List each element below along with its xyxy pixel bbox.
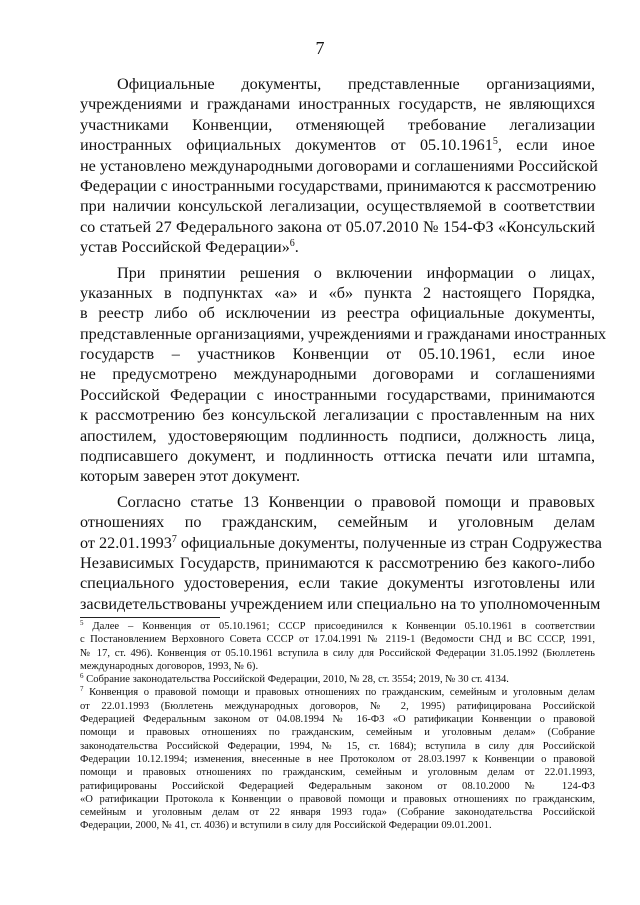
line-text: международных договоров, 1993, № 6). <box>80 660 259 672</box>
footnote-line <box>80 740 595 753</box>
text-line <box>80 115 595 135</box>
line-text: представленные организациями, учреждениями и гражданами иностранных <box>80 324 607 343</box>
line-text: официальные документы, полученные из стран Содружества <box>176 533 602 552</box>
footnote-line <box>80 806 595 819</box>
footnote-reference: 5 <box>492 136 498 148</box>
line-text: Федерации с иностранными государствами, принимаются к рассмотрению <box>80 176 597 195</box>
text-line <box>80 594 601 614</box>
text-line <box>80 553 595 573</box>
line-text: помощи и правовых отношениях по гражданским, семейным и уголовным делам от 22.01.1993, <box>80 767 595 779</box>
text-line <box>80 426 595 446</box>
line-text: со статьей 27 Федерального закона от 05.07.2010 № 154-ФЗ «Консульский <box>80 217 595 236</box>
line-text: Федерации, 2000, № 41, ст. 4036) и вступили в силу для Российской Федерации 09.01.2001. <box>80 820 492 832</box>
line-text: учреждениями и гражданами иностранных государств, не являющихся <box>80 95 595 114</box>
text-line <box>80 446 595 466</box>
line-text: государств – участников Конвенции от 05.10.1961, если иное <box>80 345 595 364</box>
footnote-marker: 6 <box>80 672 84 681</box>
footnote-line <box>80 753 595 766</box>
line-text: законодательства Российской Федерации, 1994, № 15, ст. 1684); вступила в силу для Российской <box>80 740 595 752</box>
footnote-text: Далее – Конвенция от 05.10.1961; СССР присоединился к Конвенции 05.10.1961 в соответствии <box>83 621 595 632</box>
text-line <box>80 405 595 425</box>
line-text: засвидетельствованы учреждением или специально на то уполномоченным <box>80 594 601 613</box>
footnote-line <box>80 726 595 739</box>
footnote-line <box>80 686 595 699</box>
text-line <box>80 492 595 512</box>
line-text: Официальные документы, представленные организациями, <box>117 75 595 93</box>
text-line <box>80 263 595 283</box>
line-text: устав Российской Федерации» <box>80 238 290 257</box>
text-line <box>80 303 595 323</box>
text-line <box>80 135 595 155</box>
footnote-marker: 7 <box>80 685 84 694</box>
line-text: При принятии решения о включении информации о лицах, <box>117 263 595 282</box>
text-line <box>80 533 602 553</box>
line-text: которым заверен этот документ. <box>80 467 301 486</box>
line-text: иностранных официальных документов от 05.10.1961 <box>80 136 493 155</box>
page-number: 7 <box>315 38 325 58</box>
footnote-line <box>80 766 595 779</box>
footnote-line <box>80 819 595 832</box>
footnote-line <box>80 620 595 633</box>
paragraph <box>80 74 598 258</box>
line-text: апостилем, удостоверяющим подлинность подписи, должность лица, <box>80 426 595 445</box>
line-text: с Постановлением Верховного Совета СССР от 17.04.1991 № 2119-1 (Ведомости СНД и ВС СССР, 1991, <box>80 634 595 646</box>
footnote-text: Конвенция о правовой помощи и правовых отношениях по гражданским, семейным и уголовным делам <box>83 687 595 699</box>
text-line <box>80 283 595 303</box>
footnote-line <box>80 660 595 673</box>
footnote-marker: 5 <box>80 619 84 627</box>
line-text: подписавшего документ, и подлинность оттиска печати или штампа, <box>80 447 595 466</box>
line-text: участниками Конвенции, отменяющей требование легализации <box>80 115 595 134</box>
footnote-text: Собрание законодательства Российской Федерации, 2010, № 28, ст. 3554; 2019, № 30 ст. 4134. <box>83 674 509 686</box>
line-text: специального удостоверения, если такие документы изготовлены или <box>80 574 595 593</box>
text-line <box>80 324 607 344</box>
line-text: Федерации 10.12.1994; изменения, внесенные в нее Протоколом от 28.03.1997 к Конвенции о правовой <box>80 753 595 765</box>
text-line <box>80 364 595 384</box>
line-text: № 17, ст. 496). Конвенция от 05.10.1961 вступила в силу для Российской Федерации 31.05.1992 (Бюллетень <box>80 647 595 659</box>
text-line <box>80 217 595 237</box>
line-text: Федерацией Федеральным законом от 04.08.1994 № 16-ФЗ «О ратификации Конвенции о правовой <box>80 714 595 726</box>
text-line <box>80 385 595 405</box>
paragraph <box>80 263 607 487</box>
line-text: отношениях по гражданским, семейным и уголовным делам <box>80 513 595 532</box>
footnote-line <box>80 780 595 793</box>
line-text: не предусмотрено международными договорами и соглашениями <box>80 365 595 384</box>
line-text: . <box>294 238 299 257</box>
line-text: , если иное <box>497 136 595 155</box>
footnote-line <box>80 793 595 806</box>
line-text: к рассмотрению без консульской легализации с проставленным на них <box>80 406 595 425</box>
line-text: от 22.01.1993 <box>80 533 172 552</box>
text-line <box>80 94 595 114</box>
line-text: ратифицированы Российской Федерацией Федеральным законом от 08.10.2000 № 124-ФЗ <box>80 780 595 792</box>
text-line <box>80 237 595 257</box>
line-text: Согласно статье 13 Конвенции о правовой помощи и правовых <box>117 492 595 511</box>
line-text: «О ратификации Протокола к Конвенции о правовой помощи и правовых отношениях по гражданским, <box>80 793 595 805</box>
text-line <box>80 344 595 364</box>
line-text: от 22.01.1993 (Бюллетень международных договоров, № 2, 1995) ратифицирована Российской <box>80 700 595 712</box>
line-text: Независимых Государств, принимаются к рассмотрению без какого-либо <box>80 553 595 572</box>
footnote-separator <box>80 617 220 618</box>
text-line <box>80 512 595 532</box>
body-text <box>80 74 607 614</box>
line-text: указанных в подпунктах «а» и «б» пункта 2 настоящего Порядка, <box>80 283 595 302</box>
text-line <box>80 573 595 593</box>
footnotes <box>80 620 595 833</box>
footnote-line <box>80 713 595 726</box>
line-text: Российской Федерации с иностранными государствами, принимаются <box>80 385 595 404</box>
line-text: при наличии консульской легализации, осуществляемой в соответствии <box>80 197 595 216</box>
footnote-line <box>80 647 595 660</box>
text-line <box>80 466 595 486</box>
line-text: помощи и правовых отношениях по гражданским, семейным и уголовным делам» (Собрание <box>80 727 595 739</box>
footnote-line <box>80 700 595 713</box>
text-line <box>80 196 595 216</box>
line-text: в реестр либо об исключении из реестра официальные документы, <box>80 304 595 323</box>
footnote-reference: 6 <box>289 238 295 250</box>
text-line <box>80 74 595 94</box>
footnote-reference: 7 <box>171 533 177 545</box>
text-line <box>80 156 598 176</box>
paragraph <box>80 492 602 614</box>
footnote-line <box>80 633 595 646</box>
line-text: не установлено международными договорами и соглашениями Российской <box>80 156 598 175</box>
text-line <box>80 176 595 196</box>
footnote-line <box>80 673 595 686</box>
line-text: семейным и уголовным делам от 22 января 1993 года» (Собрание законодательства Российской <box>80 807 595 819</box>
